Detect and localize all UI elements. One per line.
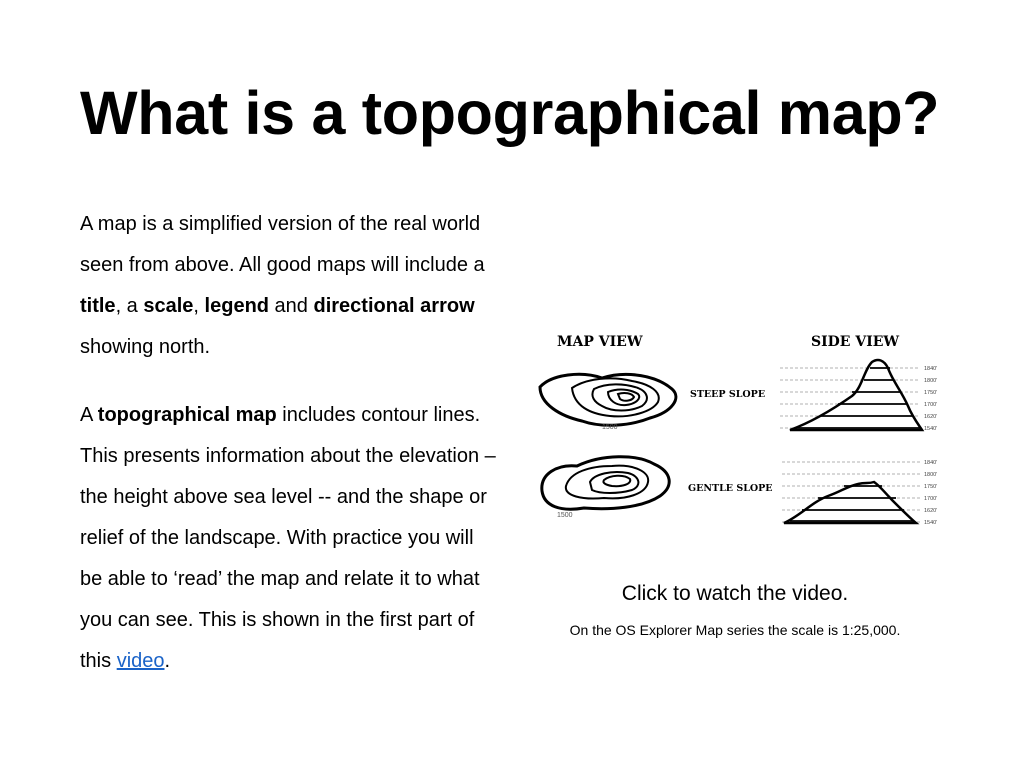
gentle-slope-contour-map	[542, 457, 669, 509]
gentle-slope-side-view	[782, 460, 937, 526]
steep-contour-label: 1500	[602, 424, 618, 431]
steep-slope-label: STEEP SLOPE	[690, 389, 766, 400]
paragraph-topographical-map: A topographical map includes contour lines. This presents information about the elevation – the height above sea level -- and the shape or relief of the landscape. With practice you will be able to ‘read’ the map and relate it to what you can see. This is shown in the first part of this video.	[80, 404, 496, 672]
gentle-elevation-1: 1840'	[924, 460, 938, 466]
scale-note: On the OS Explorer Map series the scale is 1:25,000.	[569, 622, 901, 638]
steep-elevation-6: 1540'	[924, 426, 938, 432]
paragraph-map-definition: A map is a simplified version of the real world seen from above. All good maps will include a title, a scale, legend and directional arrow showing north.	[80, 213, 485, 358]
gentle-elevation-5: 1620'	[924, 508, 938, 514]
video-caption[interactable]: Click to watch the video.	[621, 582, 849, 605]
body-text	[80, 204, 500, 682]
gentle-elevation-6: 1540'	[924, 520, 938, 526]
map-view-heading: MAP VIEW	[557, 334, 643, 350]
gentle-elevation-2: 1800'	[924, 472, 938, 478]
steep-elevation-2: 1800'	[924, 378, 938, 384]
steep-slope-contour-map	[540, 374, 676, 425]
slope-diagram[interactable]	[532, 326, 952, 526]
gentle-contour-label: 1500	[557, 512, 573, 519]
steep-elevation-5: 1620'	[924, 414, 938, 420]
term-legend: legend	[204, 295, 269, 317]
video-link[interactable]: video	[116, 650, 165, 672]
gentle-elevation-4: 1700'	[924, 496, 938, 502]
term-directional-arrow: directional arrow	[313, 295, 475, 317]
gentle-elevation-3: 1750'	[924, 484, 938, 490]
steep-slope-side-view	[780, 360, 937, 432]
steep-elevation-1: 1840'	[924, 366, 938, 372]
term-topographical-map: topographical map	[97, 404, 277, 426]
slope-diagram-svg	[532, 326, 952, 526]
page-title: What is a topographical map?	[80, 79, 940, 147]
term-title: title	[80, 295, 116, 317]
side-view-heading: SIDE VIEW	[811, 334, 900, 350]
term-scale: scale	[143, 295, 194, 317]
steep-elevation-4: 1700'	[924, 402, 938, 408]
gentle-slope-label: GENTLE SLOPE	[688, 483, 773, 494]
steep-elevation-3: 1750'	[924, 390, 938, 396]
